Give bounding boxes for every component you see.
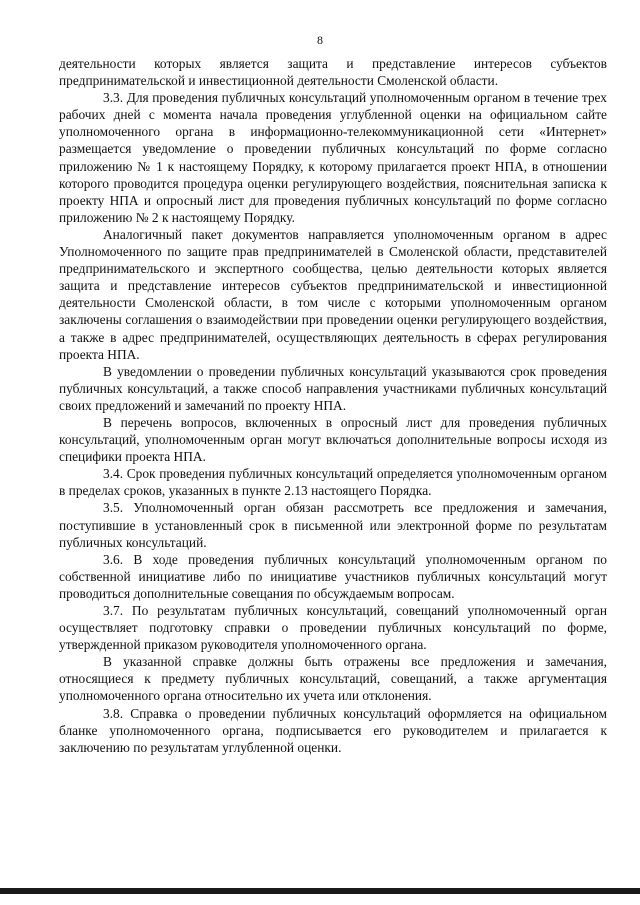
bottom-divider xyxy=(0,888,640,894)
paragraph-3-3: 3.3. Для проведения публичных консультаций уполномоченным органом в течение трех рабочих дней с момента начала проведения углубленной оценки на официальном сайте уполномоченного органа в информационно-телекоммуникационной сети «Интернет» размещается уведомление о проведении публичных консультаций по форме согласно приложению № 1 к настоящему Порядку, к которому прилагается проект НПА, в отношении которого проводится процедура оценки регулирующего воздействия, пояснительная записка к проекту НПА и опросный лист для проведения публичных консультаций по форме согласно приложению № 2 к настоящему Порядку. xyxy=(59,90,607,225)
page-number: 8 xyxy=(317,33,323,47)
paragraph-reference-contents: В указанной справке должны быть отражены все предложения и замечания, относящиеся к предмету публичных консультаций, совещаний, а также аргументация уполномоченного органа относительно их учета или отклонения. xyxy=(59,654,607,704)
paragraph-3-7: 3.7. По результатам публичных консультаций, совещаний уполномоченный орган осуществляет подготовку справки о проведении публичных консультаций по форме, утвержденной приказом руководителя уполномоченного органа. xyxy=(59,603,607,653)
document-body xyxy=(59,55,607,756)
paragraph-3-6: 3.6. В ходе проведения публичных консультаций уполномоченным органом по собственной инициативе либо по инициативе участников публичных консультаций могут проводиться дополнительные совещания по обсуждаемым вопросам. xyxy=(59,551,607,601)
paragraph-notification: В уведомлении о проведении публичных консультаций указываются срок проведения публичных консультаций, а также способ направления участниками публичных консультаций своих предложений и замечаний по проекту НПА. xyxy=(59,363,607,413)
paragraph-3-8: 3.8. Справка о проведении публичных консультаций оформляется на официальном бланке уполномоченного органа, подписывается его руководителем и прилагается к заключению по результатам углубленной оценки. xyxy=(59,705,607,755)
paragraph-document-package: Аналогичный пакет документов направляется уполномоченным органом в адрес Уполномоченного по защите прав предпринимателей в Смоленской области, представителей предпринимательского и экспертного сообщества, целью деятельности которых является защита и представление интересов субъектов предпринимательской и инвестиционной деятельности Смоленской области, в том числе с которыми уполномоченным органом заключены соглашения о взаимодействии при проведении оценки регулирующего воздействия, а также в адрес предпринимателей, осуществляющих деятельность в сферах регулирования проекта НПА. xyxy=(59,226,607,362)
paragraph-3-4: 3.4. Срок проведения публичных консультаций определяется уполномоченным органом в пределах сроков, указанных в пункте 2.13 настоящего Порядка. xyxy=(59,466,607,499)
paragraph-questions-list: В перечень вопросов, включенных в опросный лист для проведения публичных консультаций, уполномоченным орган могут включаться дополнительные вопросы исходя из специфики проекта НПА. xyxy=(59,414,607,465)
paragraph-continuation: деятельности которых является защита и представление интересов субъектов предпринимательской и инвестиционной деятельности Смоленской области. xyxy=(59,56,607,89)
paragraph-3-5: 3.5. Уполномоченный орган обязан рассмотреть все предложения и замечания, поступившие в установленный срок в письменной или электронной форме по результатам публичных консультаций. xyxy=(59,500,607,550)
